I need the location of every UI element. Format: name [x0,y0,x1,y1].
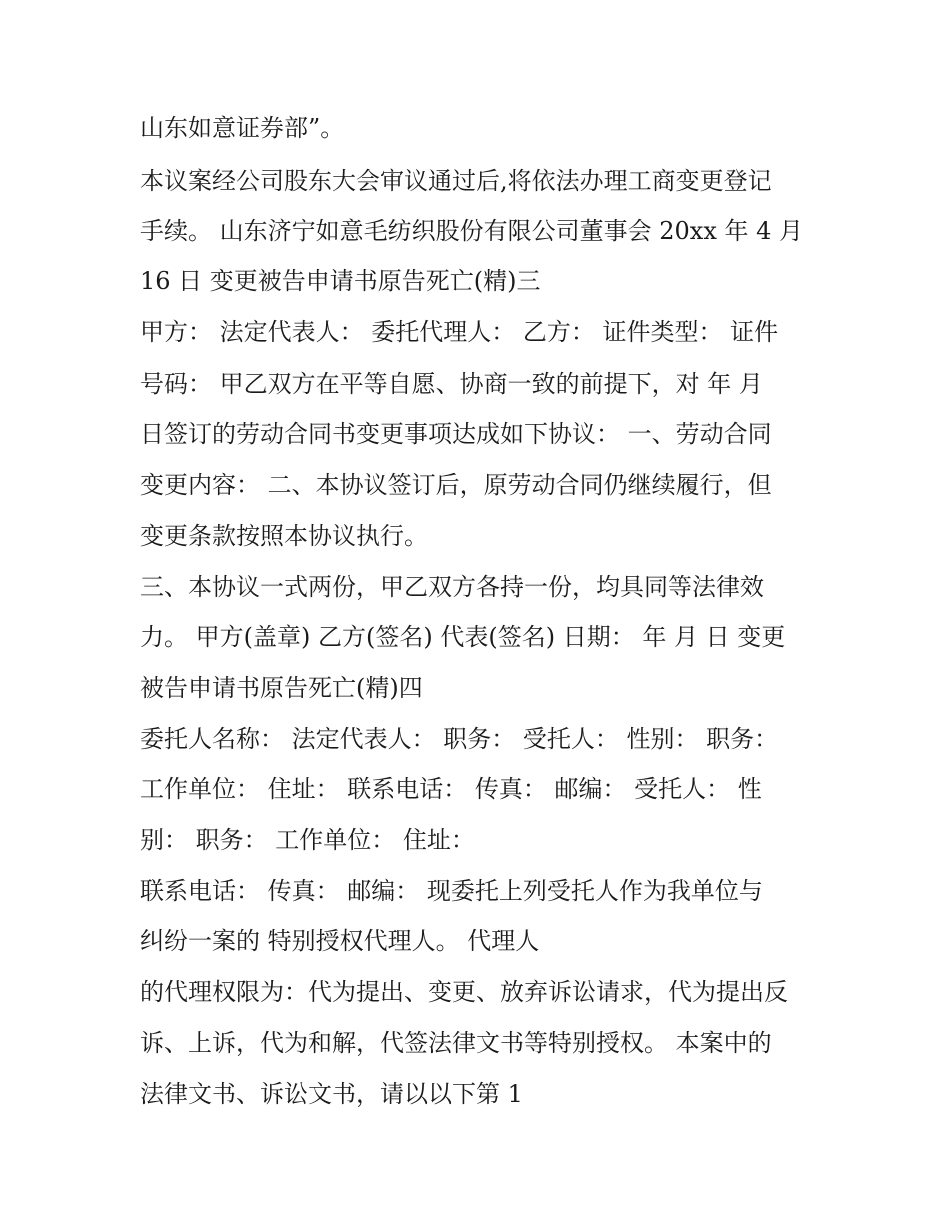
text-line: 力。 甲方(盖章) 乙方(签名) 代表(签名) 日期： 年 月 日 变更 [140,623,786,651]
text-line: 三、本协议一式两份，甲乙双方各持一份，均具同等法律效 [140,573,764,601]
text-line: 纠纷一案的 特别授权代理人。 代理人 [140,927,540,955]
text-line: 诉、上诉，代为和解，代签法律文书等特别授权。 本案中的 [140,1029,772,1057]
text-line: 委托人名称： 法定代表人： 职务： 受托人： 性别： 职务： [140,725,779,753]
text-line: 甲方： 法定代表人： 委托代理人： 乙方： 证件类型： 证件 [140,318,779,346]
text-line: 变更条款按照本协议执行。 [140,522,428,550]
text-line: 工作单位： 住址： 联系电话： 传真： 邮编： 受托人： 性 [140,775,762,803]
text-line: 山东如意证券部”。 [140,114,345,142]
text-line: 本议案经公司股东大会审议通过后,将依法办理工商变更登记 [140,167,772,195]
text-line: 的代理权限为：代为提出、变更、放弃诉讼请求，代为提出反 [140,978,788,1006]
text-line: 16 日 变更被告申请书原告死亡(精)三 [140,267,541,295]
text-line: 联系电话： 传真： 邮编： 现委托上列受托人作为我单位与 [140,877,763,905]
text-line: 变更内容： 二、本协议签订后，原劳动合同仍继续履行，但 [140,471,772,499]
text-line: 别： 职务： 工作单位： 住址： [140,826,475,854]
text-line: 日签订的劳动合同书变更事项达成如下协议： 一、劳动合同 [140,420,772,448]
text-line: 被告申请书原告死亡(精)四 [140,674,423,702]
text-line: 手续。 山东济宁如意毛纺织股份有限公司董事会 20xx 年 4 月 [140,217,804,245]
text-line: 号码： 甲乙双方在平等自愿、协商一致的前提下，对 年 月 [140,370,763,398]
text-line: 法律文书、诉讼文书，请以以下第 1 [140,1080,523,1108]
